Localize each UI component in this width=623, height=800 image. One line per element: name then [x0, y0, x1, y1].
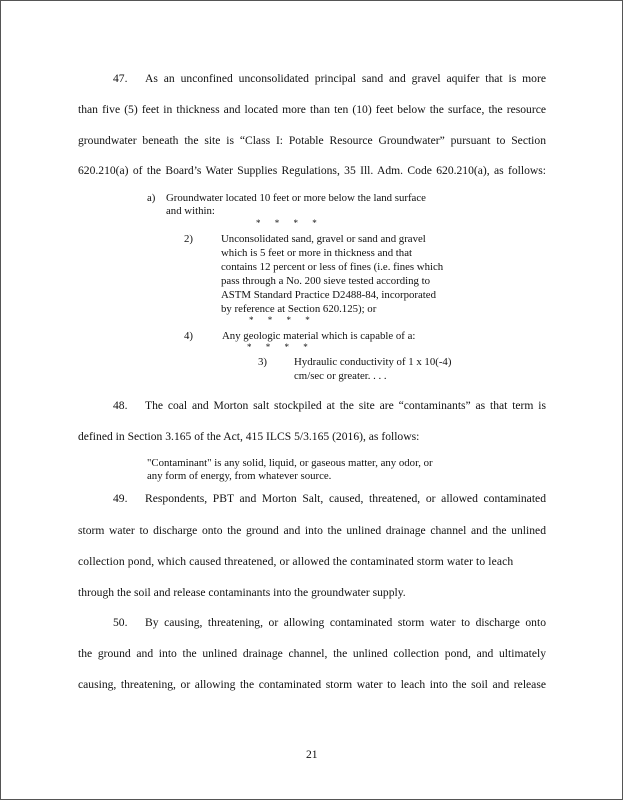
- paragraph-number-50: 50.: [113, 616, 128, 629]
- paragraph-number-47: 47.: [113, 72, 128, 85]
- quote-item-4-label: 4): [184, 330, 193, 342]
- quote-item-2-line: contains 12 percent or less of fines (i.e. fines which: [221, 261, 444, 273]
- quote-item-3-line: cm/sec or greater. . . .: [294, 370, 387, 382]
- paragraph-49-line: through the soil and release contaminants into the groundwater supply.: [78, 586, 406, 599]
- paragraph-50-line: causing, threatening, or allowing the contaminated storm water to leach into the soil and release: [78, 678, 546, 691]
- quote-item-2-line: by reference at Section 620.125); or: [221, 303, 377, 315]
- paragraph-47-line: As an unconfined unconsolidated principal sand and gravel aquifer that is more: [145, 72, 546, 85]
- page-number: 21: [306, 748, 318, 761]
- quote-item-2-line: Unconsolidated sand, gravel or sand and gravel: [221, 233, 426, 245]
- paragraph-47-line: groundwater beneath the site is “Class I: Potable Resource Groundwater” pursuant to Section: [78, 134, 546, 147]
- quote-item-2-line: ASTM Standard Practice D2488-84, incorporated: [221, 289, 436, 301]
- paragraph-49-line: storm water to discharge onto the ground and into the unlined drainage channel and the unlined: [78, 524, 546, 537]
- definition-quote-line: any form of energy, from whatever source.: [147, 470, 332, 482]
- quote-item-2-label: 2): [184, 233, 193, 245]
- quote-item-a-line: and within:: [166, 205, 215, 217]
- paragraph-47-line: than five (5) feet in thickness and located more than ten (10) feet below the surface, the resource: [78, 103, 546, 116]
- paragraph-49-line: collection pond, which caused threatened, or allowed the contaminated storm water to leach: [78, 555, 514, 568]
- quote-item-2-line: pass through a No. 200 sieve tested according to: [221, 275, 430, 287]
- paragraph-50-line: By causing, threatening, or allowing contaminated storm water to discharge onto: [145, 616, 546, 629]
- paragraph-49-line: Respondents, PBT and Morton Salt, caused, threatened, or allowed contaminated: [145, 492, 546, 505]
- quote-item-3-label: 3): [258, 356, 267, 368]
- ellipsis-stars: * * * *: [247, 342, 314, 352]
- quote-item-a-line: Groundwater located 10 feet or more below the land surface: [166, 192, 426, 204]
- paragraph-number-48: 48.: [113, 399, 128, 412]
- definition-quote-line: "Contaminant" is any solid, liquid, or gaseous matter, any odor, or: [147, 457, 433, 469]
- paragraph-47-line: 620.210(a) of the Board’s Water Supplies Regulations, 35 Ill. Adm. Code 620.210(a), as follows:: [78, 164, 546, 177]
- ellipsis-stars: * * * *: [256, 218, 323, 228]
- quote-item-a-label: a): [147, 192, 156, 204]
- quote-item-2-line: which is 5 feet or more in thickness and that: [221, 247, 412, 259]
- paragraph-50-line: the ground and into the unlined drainage channel, the unlined collection pond, and ultimately: [78, 647, 546, 660]
- quote-item-4-text: Any geologic material which is capable of a:: [222, 330, 416, 342]
- ellipsis-stars: * * * *: [249, 315, 316, 325]
- paragraph-number-49: 49.: [113, 492, 128, 505]
- paragraph-48-line: The coal and Morton salt stockpiled at the site are “contaminants” as that term is: [145, 399, 546, 412]
- quote-item-3-line: Hydraulic conductivity of 1 x 10(-4): [294, 356, 452, 368]
- paragraph-48-line: defined in Section 3.165 of the Act, 415 ILCS 5/3.165 (2016), as follows:: [78, 430, 420, 443]
